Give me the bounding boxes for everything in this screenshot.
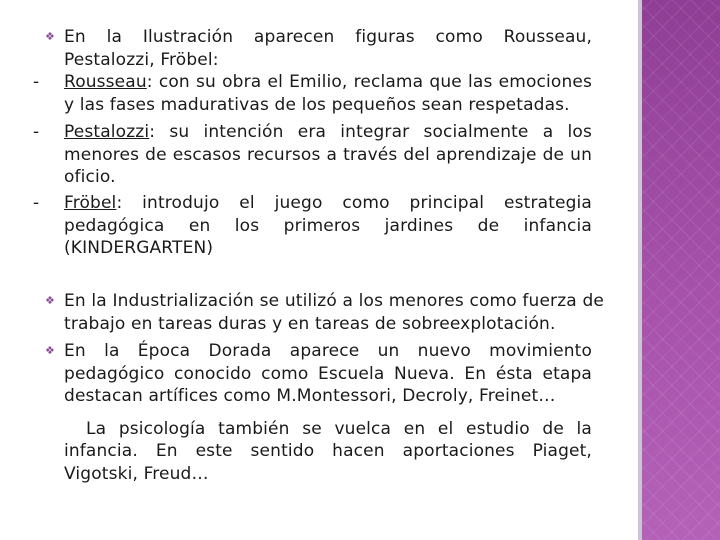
dash-marker: - [33, 193, 40, 213]
item-text-pestalozzi: : su intención era integrar socialmente a los menores de escasos recursos a través del aprendizaje de un oficio. [64, 122, 592, 187]
diamond-bullet-icon: ❖ [45, 30, 55, 43]
item-text-frobel: : introdujo el juego como principal estrategia pedagógica en los primeros jardines de infancia (KINDERGARTEN) [64, 193, 592, 258]
paragraph-ilustracion: En la Ilustración aparecen figuras como Rousseau, Pestalozzi, Fröbel: [64, 27, 592, 70]
item-text-rousseau: : con su obra el Emilio, reclama que las emociones y las fases madurativas de los pequeños sean respetadas. [64, 72, 592, 115]
paragraph-industrializacion: En la Industrialización se utilizó a los menores como fuerza de trabajo en tareas duras y en tareas de sobreexplotación. [64, 291, 604, 334]
paragraph-epoca-dorada [64, 340, 592, 485]
epoca-dorada-text: En la Época Dorada aparece un nuevo movimiento pedagógico conocido como Escuela Nueva. En ésta etapa destacan artífices como M.Montessori, Decroly, Freinet… [64, 341, 592, 406]
dash-marker: - [33, 72, 40, 92]
decorative-side-panel [642, 0, 720, 540]
name-rousseau: Rousseau [64, 72, 147, 92]
name-frobel: Fröbel [64, 193, 117, 213]
list-item-pestalozzi [64, 121, 592, 189]
list-item-frobel [64, 192, 592, 260]
diamond-bullet-icon: ❖ [45, 344, 55, 357]
psicologia-text: La psicología también se vuelca en el estudio de la infancia. En este sentido hacen aportaciones Piaget, Vigotski, Freud… [64, 418, 592, 484]
diamond-bullet-icon: ❖ [45, 294, 55, 307]
list-item-rousseau [64, 71, 592, 116]
name-pestalozzi: Pestalozzi [64, 122, 150, 142]
dash-marker: - [33, 122, 40, 142]
